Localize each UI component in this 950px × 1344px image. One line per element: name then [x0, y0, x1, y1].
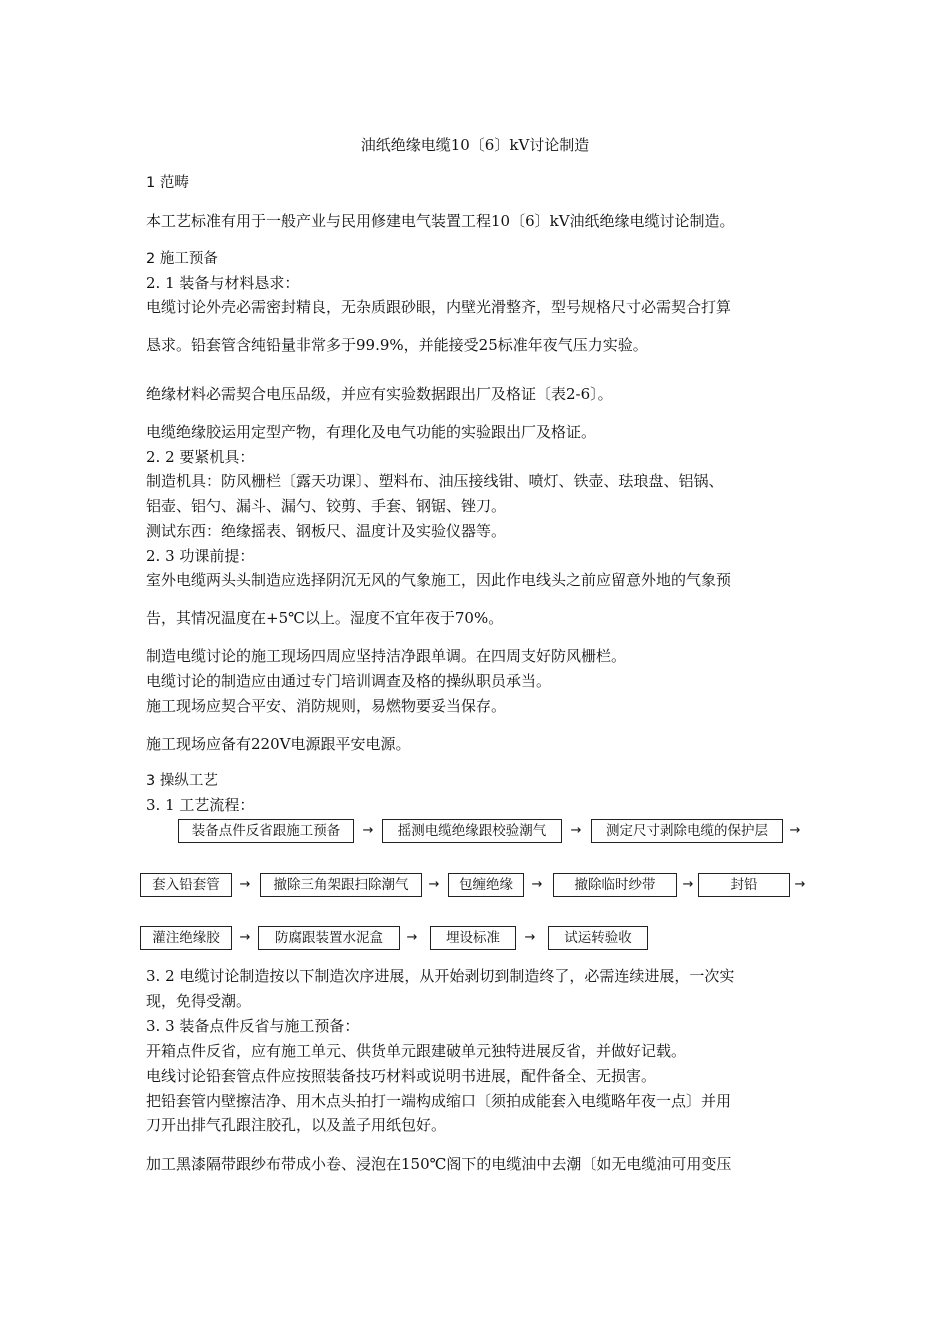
paragraph-lead-sleeve-check: 电线讨论铅套管点件应按照装备技巧材料或说明书进展，配件备全、无损害。: [146, 1067, 657, 1085]
paragraph-tape-treatment: 加工黑漆隔带跟纱布带成小卷、浸泡在150℃阁下的电缆油中去潮〔如无电缆油可用变压: [146, 1155, 732, 1173]
flow-arrow: →: [428, 877, 440, 892]
flow-step-4: 套入铅套管: [140, 873, 232, 897]
subsection-heading-process-flow: 3. 1 工艺流程：: [146, 796, 255, 814]
subsection-heading-equipment: 2. 1 装备与材料恳求：: [146, 274, 300, 292]
section-heading-scope: 1 范畴: [146, 175, 189, 191]
paragraph-equipment-line2: 恳求。铅套管含纯铅量非常多于99.9%，并能接受25标准年夜气压力实验。: [146, 336, 648, 354]
flow-step-11: 埋设标准: [430, 926, 516, 950]
flow-step-7: 撤除临时纱带: [553, 873, 677, 897]
flow-step-2: 摇测电缆绝缘跟校验潮气: [382, 819, 562, 843]
flow-arrow: →: [789, 823, 801, 838]
paragraph-unpack-inspect: 开箱点件反省，应有施工单元、供货单元跟建破单元独特进展反省，并做好记载。: [146, 1042, 687, 1060]
flow-arrow: →: [362, 823, 374, 838]
flow-arrow: →: [531, 877, 543, 892]
paragraph-tools-line1: 制造机具：防风栅栏〔露天功课〕、塑料布、油压接线钳、喷灯、铁壶、珐琅盘、铝锅、: [146, 472, 724, 490]
subsection-heading-tools: 2. 2 要紧机具：: [146, 448, 255, 466]
flow-arrow: →: [406, 930, 418, 945]
paragraph-conditions-line2: 告，其情况温度在+5℃以上。湿度不宜年夜于70%。: [146, 609, 504, 627]
flow-arrow: →: [682, 877, 694, 892]
flow-arrow: →: [794, 877, 806, 892]
paragraph-lead-sleeve-prep-line2: 刀开出排气孔跟注胶孔，以及盖子用纸包好。: [146, 1116, 447, 1134]
flow-step-9: 灌注绝缘胶: [140, 926, 232, 950]
subsection-heading-inspection: 3. 3 装备点件反省与施工预备：: [146, 1017, 360, 1035]
flow-arrow: →: [570, 823, 582, 838]
flow-step-8: 封铅: [698, 873, 790, 897]
flow-arrow: →: [239, 877, 251, 892]
section-heading-operation: 3 操纵工艺: [146, 773, 218, 789]
flow-step-3: 测定尺寸剥除电缆的保护层: [591, 819, 783, 843]
paragraph-scope: 本工艺标准有用于一般产业与民用修建电气装置工程10〔6〕kV油纸绝缘电缆讨论制造。: [146, 212, 735, 230]
paragraph-site-clean: 制造电缆讨论的施工现场四周应坚持洁净跟单调。在四周支好防风栅栏。: [146, 647, 627, 665]
paragraph-insulation-material: 绝缘材料必需契合电压品级，并应有实验数据跟出厂及格证〔表2-6〕。: [146, 385, 613, 403]
paragraph-test-tools: 测试东西：绝缘摇表、钢板尺、温度计及实验仪器等。: [146, 522, 507, 540]
paragraph-conditions-line1: 室外电缆两头头制造应选择阴沉无风的气象施工，因此作电线头之前应留意外地的气象预: [146, 571, 732, 589]
paragraph-insulation-glue: 电缆绝缘胶运用定型产物，有理化及电气功能的实验跟出厂及格证。: [146, 423, 597, 441]
paragraph-equipment-line1: 电缆讨论外壳必需密封精良，无杂质跟砂眼，内壁光滑整齐，型号规格尺寸必需契合打算: [146, 298, 732, 316]
paragraph-power-supply: 施工现场应备有220V电源跟平安电源。: [146, 735, 411, 753]
flow-arrow: →: [524, 930, 536, 945]
paragraph-tools-line2: 铝壶、铝勺、漏斗、漏勺、铰剪、手套、钢锯、锉刀。: [146, 497, 507, 515]
flow-step-6: 包缠绝缘: [448, 873, 524, 897]
paragraph-trained-staff: 电缆讨论的制造应由通过专门培训调查及格的操纵职员承当。: [146, 672, 552, 690]
document-title: 油纸绝缘电缆10〔6〕kV讨论制造: [360, 136, 590, 154]
section-heading-preparation: 2 施工预备: [146, 251, 218, 267]
flow-step-10: 防腐跟装置水泥盒: [258, 926, 400, 950]
paragraph-fire-safety: 施工现场应契合平安、消防规则，易燃物要妥当保存。: [146, 697, 507, 715]
flow-arrow: →: [239, 930, 251, 945]
paragraph-lead-sleeve-prep-line1: 把铅套管内壁擦洁净、用木点头拍打一端构成缩口〔须拍成能套入电缆略年夜一点〕并用: [146, 1092, 732, 1110]
subsection-heading-conditions: 2. 3 功课前提：: [146, 547, 255, 565]
flow-step-12: 试运转验收: [548, 926, 648, 950]
flow-step-1: 装备点件反省跟施工预备: [178, 819, 354, 843]
paragraph-sequence-line2: 现，免得受潮。: [146, 992, 252, 1010]
paragraph-sequence-line1: 3. 2 电缆讨论制造按以下制造次序进展，从开始剥切到制造终了，必需连续进展，一次实: [146, 967, 735, 985]
flow-step-5: 撤除三角架跟扫除潮气: [260, 873, 422, 897]
